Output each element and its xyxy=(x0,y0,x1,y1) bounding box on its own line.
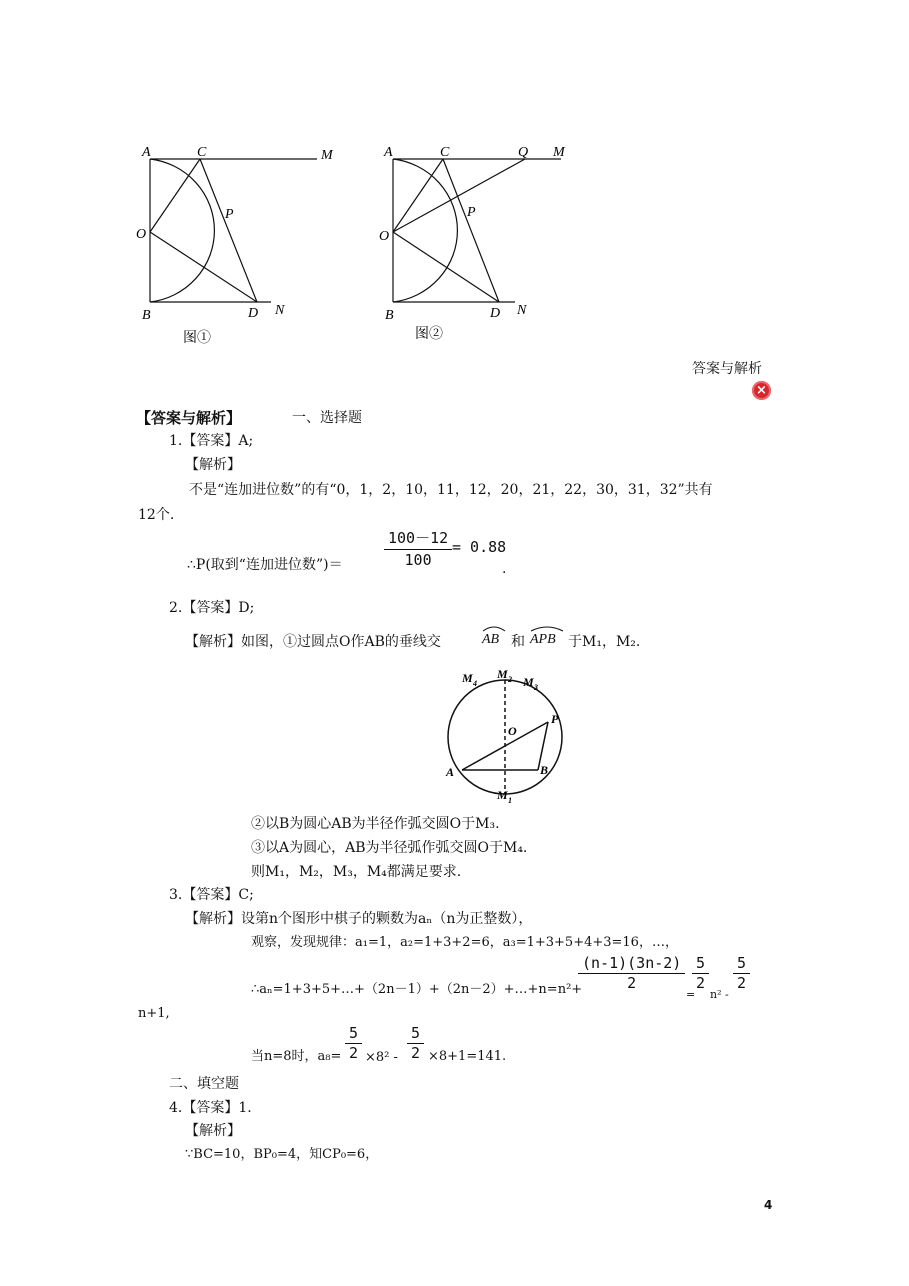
q3-when-frac1 xyxy=(345,1024,362,1063)
fig1-label-O: O xyxy=(136,227,147,242)
circle-label-O: O xyxy=(508,724,517,738)
q3-w2-den: 2 xyxy=(411,1044,421,1062)
q1-answer: 1.【答案】A; xyxy=(169,433,254,449)
fig2-label-A: A xyxy=(384,145,393,160)
circle-label-M3-sub: 3 xyxy=(534,683,538,692)
fig1-label-A: A xyxy=(142,145,151,160)
q1-probability: ∴P(取到“连加进位数”)＝ xyxy=(187,557,343,573)
circle-diagram xyxy=(440,665,580,810)
circle-label-M4: M xyxy=(462,671,473,685)
arc-mark-icon xyxy=(530,624,564,632)
q3-n2: n² - xyxy=(710,988,729,1001)
q3-when-frac2 xyxy=(407,1024,424,1063)
q1-line1: 不是“连加进位数”的有“0，1，2，10，11，12，20，21，22，30，31，32”共有 xyxy=(189,482,713,498)
q1-line2: 12个. xyxy=(138,507,175,523)
figure-1-tail xyxy=(295,140,355,170)
fig2-label-Q: Q xyxy=(518,145,529,160)
q3-observe: 观察，发现规律：a₁=1，a₂=1+3+2=6，a₃=1+3+5+4+3=16，…， xyxy=(251,935,678,950)
q2-step4: 则M₁，M₂，M₃，M₄都满足要求. xyxy=(251,864,462,880)
q3-eq: = xyxy=(686,988,696,1001)
section-1-title: 一、选择题 xyxy=(292,410,362,426)
q3-w-den: 2 xyxy=(349,1044,359,1062)
q3-w-end: ×8+1=141. xyxy=(428,1049,507,1064)
fig1-label-M: M xyxy=(321,148,333,163)
circle-label-M3: M xyxy=(523,675,534,689)
q1-jiexi: 【解析】 xyxy=(185,457,241,473)
fig1-label-C: C xyxy=(197,145,207,160)
q2-answer: 2.【答案】D; xyxy=(169,600,255,616)
close-icon[interactable]: × xyxy=(752,381,771,400)
q2-arc-ab xyxy=(482,624,506,648)
answer-analysis-link[interactable]: 答案与解析 xyxy=(692,361,762,377)
q3-half2-den: 2 xyxy=(737,974,747,992)
fig2-caption: 图② xyxy=(415,327,443,342)
q2-step2: ②以B为圆心AB为半径作弧交圆O于M₃. xyxy=(251,816,500,832)
circle-label-M1-sub: 1 xyxy=(508,796,512,805)
fig1-label-N: N xyxy=(275,303,285,318)
q2-and: 和 xyxy=(511,634,525,650)
q3-frac-num: (n-1)(3n-2) xyxy=(578,954,685,974)
q3-half-den: 2 xyxy=(696,974,706,992)
circle-label-B: B xyxy=(540,763,549,777)
q1-frac-result: = 0.88 xyxy=(452,538,507,556)
q3-answer: 3.【答案】C; xyxy=(169,887,254,903)
q3-fraction-half2 xyxy=(733,954,750,993)
fig1-label-D: D xyxy=(248,306,259,321)
q3-half2-num: 5 xyxy=(733,954,750,974)
q3-jiexi: 【解析】设第n个图形中棋子的颗数为aₙ（n为正整数）， xyxy=(185,911,533,927)
q3-w-num: 5 xyxy=(345,1024,362,1044)
circle-label-M2-sub: 2 xyxy=(508,675,512,684)
fig2-label-D: D xyxy=(490,306,501,321)
circle-label-M1: M xyxy=(497,788,508,802)
page-number: 4 xyxy=(764,1198,773,1212)
fig2-label-N: N xyxy=(517,303,527,318)
q2-jiexi-post: 于M₁，M₂. xyxy=(568,634,641,650)
circle-label-M2: M xyxy=(497,667,508,681)
q1-frac-den: 100 xyxy=(404,551,432,569)
figure-1-diagram xyxy=(135,140,295,350)
q3-w2-num: 5 xyxy=(407,1024,424,1044)
figure-2-diagram xyxy=(375,140,575,350)
q1-frac-num: 100－12 xyxy=(384,528,452,550)
section-2-title: 二、填空题 xyxy=(169,1076,239,1092)
circle-label-P: P xyxy=(551,712,559,726)
q4-line1: ∵BC=10，BP₀=4，知CP₀=6， xyxy=(185,1147,379,1162)
q2-jiexi-pre: 【解析】如图，①过圆点O作AB的垂线交 xyxy=(185,634,441,650)
q3-fraction-main xyxy=(578,954,685,993)
q4-jiexi: 【解析】 xyxy=(185,1123,241,1139)
fig2-label-P: P xyxy=(467,205,476,220)
q3-frac-den: 2 xyxy=(627,974,637,992)
q2-arc1-label: AB xyxy=(482,632,500,647)
answer-header-tag: 【答案与解析】 xyxy=(136,409,242,427)
circle-label-A: A xyxy=(446,765,455,779)
q1-fraction xyxy=(384,528,452,571)
circle-label-M4-sub: 4 xyxy=(473,679,477,688)
fig2-label-O: O xyxy=(379,229,390,244)
q3-fraction-half xyxy=(692,954,709,993)
fig1-label-B: B xyxy=(142,308,151,323)
q3-when: 当n=8时，a₈= xyxy=(251,1049,342,1064)
q1-prob-end: . xyxy=(502,561,507,577)
fig2-label-C: C xyxy=(440,145,450,160)
q3-half-num: 5 xyxy=(692,954,709,974)
q4-answer: 4.【答案】1. xyxy=(169,1100,252,1116)
q2-arc-apb xyxy=(530,624,564,648)
q3-tail: n+1, xyxy=(138,1006,170,1021)
fig2-label-M: M xyxy=(553,145,565,160)
fig1-label-P: P xyxy=(225,207,234,222)
arc-mark-icon xyxy=(482,624,506,632)
q3-formula: ∴aₙ=1+3+5+…+（2n－1）+（2n－2）+…+n=n²+ xyxy=(251,982,583,997)
q3-w-mid: ×8² - xyxy=(365,1050,398,1065)
q2-arc2-label: APB xyxy=(530,632,556,647)
fig1-caption: 图① xyxy=(183,331,211,346)
fig2-label-B: B xyxy=(385,308,394,323)
q2-step3: ③以A为圆心，AB为半径弧作弧交圆O于M₄. xyxy=(251,840,528,856)
